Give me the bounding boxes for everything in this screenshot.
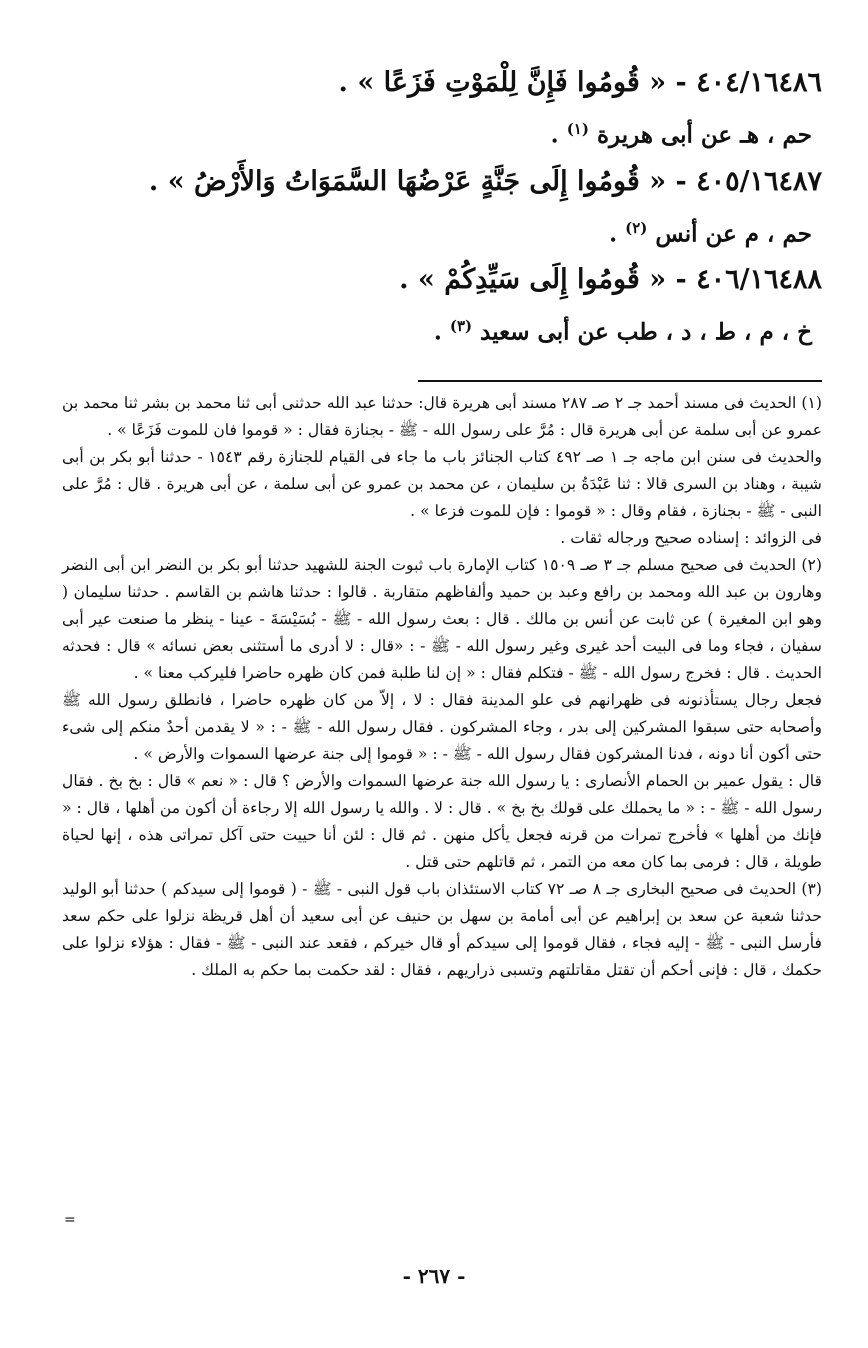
hadith-source: حم ، هـ عن أبى هريرة $^{(١)}$ . bbox=[550, 120, 812, 149]
source-text: خ ، م ، ط ، د ، طب عن أبى سعيد bbox=[480, 318, 812, 346]
footnote-paragraph bbox=[62, 687, 822, 768]
hadith-text: « قُومُوا إِلَى سَيِّدِكُمْ » . bbox=[399, 264, 667, 296]
footnote-text: فى الزوائد : إسناده صحيح ورجاله ثقات . bbox=[560, 528, 822, 547]
footnote-paragraph bbox=[62, 525, 822, 552]
footnote-text: قال : يقول عمير بن الحمام الأنصارى : يا رسول الله جنة عرضها السموات والأرض ؟ قال : « نعم » قال : بخ بخ . فقال رسول الله - ﷺ - : « ما يحملك على قولك بخ بخ » . قال : لا . والله يا رسول الله إلا رجاءة أن أكون من أهلها ، قال : « فإنك من أهلها » فأخرج تمرات من قرنه فجعل يأكل منهن . ثم قال : لئن أنا حييت حتى آكل تمراتى هذه ، إنها لحياة طويلة ، قال : فرمى بما كان معه من التمر ، ثم قاتلهم حتى قتل . bbox=[62, 771, 822, 871]
footnote-paragraph bbox=[62, 768, 822, 876]
page-number: - ٢٦٧ - bbox=[402, 1264, 466, 1288]
footnote-number: (١) bbox=[801, 393, 822, 412]
footnote-paragraph bbox=[62, 876, 822, 984]
footnote-text: الحديث فى مسند أحمد جـ ٢ صـ ٢٨٧ مسند أبى هريرة قال: حدثنا عبد الله حدثنى أبى ثنا محمد بن بشر ثنا محمد بن عمرو عن أبى سلمة عن أبى هريرة قال : مُرَّ على رسول الله - ﷺ - بجنازة فقال : « قوموا فان للموت فَزَعًا » . bbox=[62, 393, 822, 439]
footnote-divider bbox=[418, 380, 822, 382]
hadith-entries bbox=[62, 60, 822, 356]
source-text: حم ، م عن أنس bbox=[655, 220, 812, 248]
footnote-number: (٣) bbox=[801, 879, 822, 898]
hadith-text: « قُومُوا إِلَى جَنَّةٍ عَرْضُهَا السَّمَوَاتُ وَالأَرْضُ » . bbox=[148, 165, 667, 197]
hadith-entry: ٤٠٤/١٦٤٨٦ - « قُومُوا فَإِنَّ لِلْمَوْتِ فَزَعًا » . bbox=[338, 67, 822, 98]
hadith-entry: ٤٠٥/١٦٤٨٧ - « قُومُوا إِلَى جَنَّةٍ عَرْضُهَا السَّمَوَاتُ وَالأَرْضُ » . bbox=[148, 165, 822, 197]
footnote-text: الحديث فى صحيح مسلم جـ ٣ صـ ١٥٠٩ كتاب الإمارة باب ثبوت الجنة للشهيد حدثنا أبو بكر بن النضر ابن أبى النضر وهارون بن عبد الله ومحمد بن رافع وعبد بن حميد وألفاظهم متقاربة . قالوا : حدثنا هاشم بن القاسم . حدثنا سليمان ( وهو ابن المغيرة ) عن ثابت عن أنس بن مالك . قال : بعث رسول الله - ﷺ - بُسَيْسَةَ - عينا - ينظر ما صنعت عير أبى سفيان ، فجاء وما فى البيت أحد غيرى وغير رسول الله - ﷺ - : «قال : لا أدرى ما أستثنى بعض نسائه » قال : فحدثه الحديث . قال : فخرج رسول الله - ﷺ - فتكلم فقال : « إن لنا طلبة فمن كان ظهره حاضرا فليركب معنا » . bbox=[62, 555, 822, 682]
source-text: حم ، هـ عن أبى هريرة bbox=[596, 121, 812, 149]
footnote-paragraph bbox=[62, 390, 822, 444]
entry-number: ٤٠٥/١٦٤٨٧ bbox=[696, 165, 822, 197]
hadith-entry: ٤٠٦/١٦٤٨٨ - « قُومُوا إِلَى سَيِّدِكُمْ » . bbox=[399, 264, 822, 296]
hadith-source: حم ، م عن أنس $^{(٢)}$ . bbox=[609, 218, 812, 248]
footnote-paragraph bbox=[62, 444, 822, 525]
entry-number: ٤٠٦/١٦٤٨٨ bbox=[696, 264, 822, 296]
footnote-paragraph bbox=[62, 552, 822, 687]
footnote-text: الحديث فى صحيح البخارى جـ ٨ صـ ٧٢ كتاب الاستئذان باب قول النبى - ﷺ - ( قوموا إلى سيدكم ) حدثنا أبو الوليد حدثنا شعبة عن سعد بن إبراهيم عن أبى أمامة بن سهل بن حنيف عن أبى سعيد أن أهل قريظة نزلوا على حكم سعد فأرسل النبى - ﷺ - إليه فجاء ، فقال قوموا إلى سيدكم أو قال خيركم ، فقعد عند النبى - ﷺ - فقال : هؤلاء نزلوا على حكمك ، قال : فإنى أحكم أن تقتل مقاتلتهم وتسبى ذراريهم ، فقال : لقد حكمت بما حكم به الملك . bbox=[62, 879, 822, 979]
footnotes bbox=[62, 390, 822, 984]
hadith-source: خ ، م ، ط ، د ، طب عن أبى سعيد $^{(٣)}$ . bbox=[433, 317, 812, 346]
footnote-number: (٢) bbox=[801, 555, 822, 574]
hadith-text: « قُومُوا فَإِنَّ لِلْمَوْتِ فَزَعًا » . bbox=[338, 67, 667, 98]
footnote-text: والحديث فى سنن ابن ماجه جـ ١ صـ ٤٩٢ كتاب الجنائز باب ما جاء فى القيام للجنازة رقم ١٥٤٣ - حدثنا أبو بكر بن أبى شيبة ، وهناد بن السرى قالا : ثنا عَبْدَةُ بن سليمان ، عن محمد بن عمرو عن أبى سلمة ، عن أبى هريرة . قال : مُرَّ على النبى - ﷺ - بجنازة ، فقام وقال : « قوموا : فإن للموت فزعا » . bbox=[62, 447, 823, 520]
footnote-ref[interactable]: (١) bbox=[566, 120, 589, 138]
continuation-mark: = bbox=[64, 1212, 76, 1228]
footnote-ref[interactable]: (٢) bbox=[625, 218, 648, 237]
footnote-text: فجعل رجال يستأذنونه فى ظهرانهم فى علو المدينة فقال : لا ، إلاّ من كان ظهره حاضرا ، فانطلق رسول الله ﷺ وأصحابه حتى سبقوا المشركين إلى بدر ، وجاء المشركون . فقال رسول الله - ﷺ - : « لا يقدمن أحدٌ منكم إلى شىء حتى أكون أنا دونه ، فدنا المشركون فقال رسول الله - ﷺ - : « قوموا إلى جنة عرضها السموات والأرض » . bbox=[62, 690, 822, 763]
entry-number: ٤٠٤/١٦٤٨٦ bbox=[696, 67, 822, 98]
footnote-ref[interactable]: (٣) bbox=[449, 317, 473, 336]
